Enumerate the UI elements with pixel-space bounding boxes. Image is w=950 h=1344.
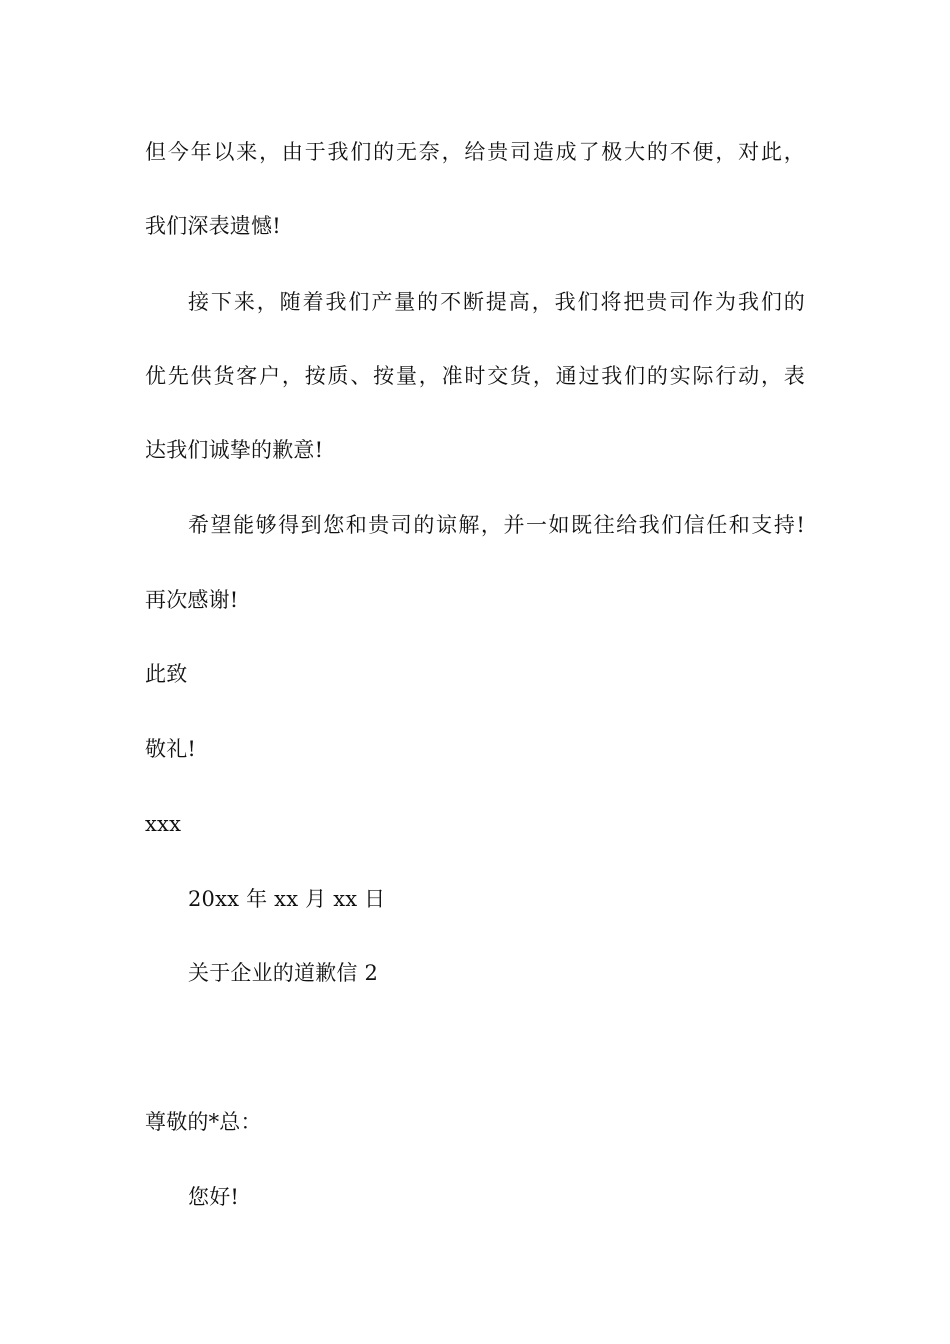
letter-greeting: 尊敬的*总： [145,1110,262,1134]
thanks-line: 再次感谢! [145,588,239,612]
paragraph-first-line: 希望能够得到您和贵司的谅解，并一如既往给我们信任和支持! [188,513,805,537]
body-text-line: 我们深表遗憾! [145,214,281,238]
body-text-line: 但今年以来，由于我们的无奈，给贵司造成了极大的不便，对此， [145,140,805,164]
closing-salutation: 此致 [145,662,188,686]
body-text-line: 优先供货客户，按质、按量，准时交货，通过我们的实际行动，表 [145,364,805,388]
body-text-line: 达我们诚挚的歉意! [145,438,324,462]
section-title: 关于企业的道歉信 2 [188,961,379,985]
closing-regards: 敬礼! [145,737,197,761]
signature-date: 20xx 年 xx 月 xx 日 [188,887,386,911]
paragraph-first-line: 接下来，随着我们产量的不断提高，我们将把贵司作为我们的 [188,290,805,314]
letter-opening: 您好! [188,1185,240,1209]
signature-name: xxx [145,812,182,836]
